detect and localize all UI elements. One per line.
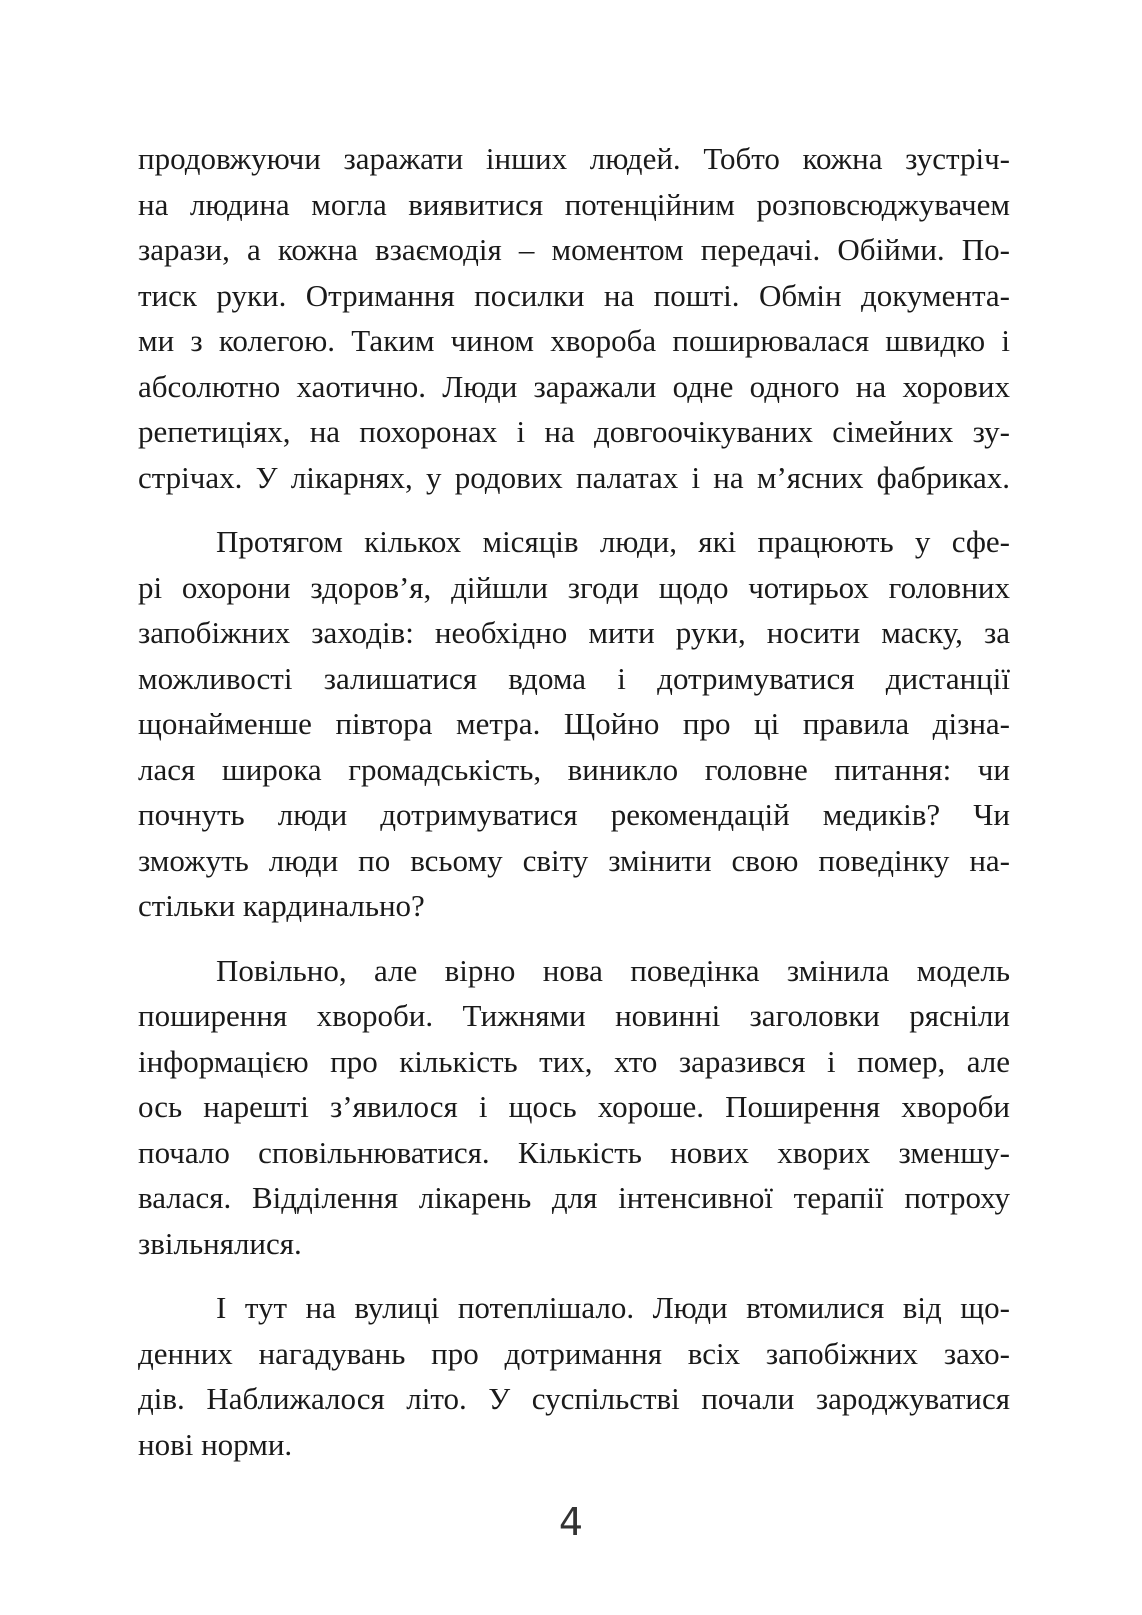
text-line: тиск руки. Отримання посилки на пошті. Обмін документа- [138, 277, 1010, 313]
text-line: запобіжних заходів: необхідно мити руки, носити маску, за [138, 615, 1010, 650]
text-line: стільки кардинально? [138, 888, 425, 923]
text-line: ось нарешті з’явилося і щось хороше. Поширення хвороби [138, 1089, 1010, 1124]
text-line: денних нагадувань про дотримання всіх запобіжних захо- [138, 1335, 1010, 1371]
page-number: 4 [558, 1500, 584, 1544]
text-line: Протягом кількох місяців люди, які працюють у сфе- [216, 524, 1010, 559]
paragraph-1 [138, 136, 1010, 500]
text-line: абсолютно хаотично. Люди заражали одне одного на хорових [138, 368, 1010, 404]
text-line: звільнялися. [138, 1225, 302, 1261]
text-line: Повільно, але вірно нова поведінка змінила модель [216, 952, 1010, 988]
text-line: репетиціях, на похоронах і на довгоочікуваних сімейних зу- [138, 414, 1010, 449]
text-line: нові норми. [138, 1426, 293, 1462]
text-line: почало сповільнюватися. Кількість нових хворих зменшу- [138, 1134, 1010, 1170]
text-line: поширення хвороби. Тижнями новинні заголовки рясніли [138, 998, 1010, 1033]
text-line: дів. Наближалося літо. У суспільстві почали зароджуватися [138, 1381, 1010, 1416]
text-line: лася широка громадськість, виникло головне питання: чи [138, 751, 1010, 787]
paragraph-4 [138, 1285, 1010, 1467]
text-line: продовжуючи заражати інших людей. Тобто кожна зустріч- [138, 141, 1010, 176]
text-line: стрічах. У лікарнях, у родових палатах і на м’ясних фабриках. [138, 459, 1010, 495]
body-text [138, 136, 1010, 1467]
text-line: зарази, а кожна взаємодія – моментом передачі. Обійми. По- [138, 232, 1010, 267]
text-line: валася. Відділення лікарень для інтенсивної терапії потроху [138, 1180, 1010, 1215]
text-line: інформацією про кількість тих, хто заразився і помер, але [138, 1043, 1010, 1079]
paragraph-2 [138, 519, 1010, 929]
paragraph-3 [138, 948, 1010, 1267]
text-line: І тут на вулиці потеплішало. Люди втомилися від що- [216, 1290, 1010, 1325]
text-line: можливості залишатися вдома і дотримуватися дистанції [138, 660, 1010, 696]
text-line: на людина могла виявитися потенційним розповсюджувачем [138, 186, 1010, 222]
text-line: почнуть люди дотримуватися рекомендацій медиків? Чи [138, 797, 1010, 832]
text-line: щонайменше півтора метра. Щойно про ці правила дізна- [138, 706, 1010, 741]
text-line: ми з колегою. Таким чином хвороба поширювалася швидко і [138, 323, 1010, 358]
text-line: рі охорони здоров’я, дійшли згоди щодо чотирьох головних [138, 569, 1010, 605]
text-line: зможуть люди по всьому світу змінити свою поведінку на- [138, 842, 1010, 878]
